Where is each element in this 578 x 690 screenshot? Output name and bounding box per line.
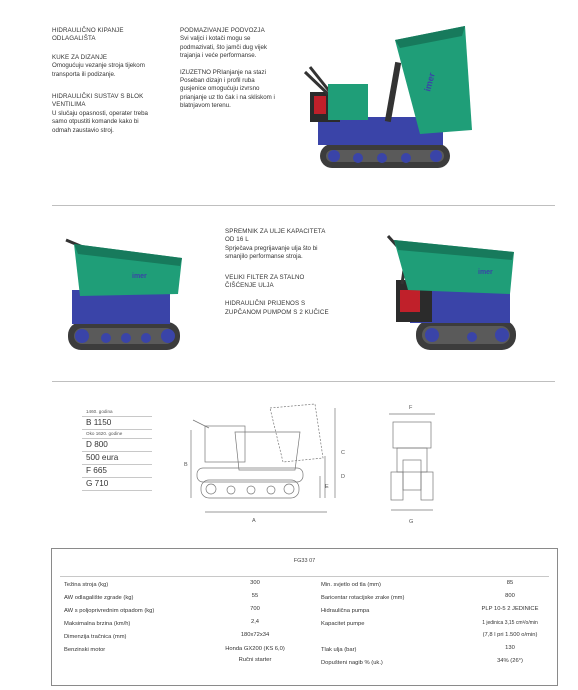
dumper-tipped-image [300, 22, 480, 182]
spec-left-value: 2,4 [250, 619, 260, 625]
dim-label-g: G [409, 519, 414, 525]
technical-drawing-side [175, 398, 360, 528]
brand-logo-side: imer [132, 273, 147, 280]
feature-oil-tank: SPREMNIK ZA ULJE KAPACITETA OD 16 L Sprječava pregrijavanje ulja što bi smanjilo performanse stroja. [225, 228, 326, 261]
spec-right-value: 85 [506, 580, 514, 586]
spec-right-label: Tlak ulja (bar) [321, 647, 357, 653]
dim-label-c: C [341, 450, 345, 456]
brand-logo-rear: imer [478, 269, 493, 276]
divider-middle [52, 381, 555, 382]
dim-label-f: F [409, 405, 413, 411]
spec-table [51, 548, 558, 686]
version-note: Oko 1620. godine [82, 430, 152, 439]
spec-right-value: 130 [505, 645, 515, 651]
features-right [225, 228, 335, 323]
feature-oil-filter: VELIKI FILTER ZA STALNO ČIŠĆENJE ULJA [225, 273, 305, 290]
spec-left-value: 180x72x34 [240, 632, 270, 638]
dumper-side-image [60, 222, 195, 362]
technical-drawing-front [383, 410, 443, 520]
version-value: 500 eura [82, 452, 152, 465]
feature-lifting-hooks: KUKE ZA DIZANJE Omogućuju vezanje stroja tijekom transporta ili podizanje. [52, 53, 145, 78]
dumper-rear-image [380, 228, 520, 358]
spec-left-value: 55 [251, 593, 259, 599]
feature-lubrication: PODMAZIVANJE PODVOZJA Svi valjci i kotači mogu se podmazivati, što jamči dug vijek trajanja i veće performanse. [180, 27, 268, 60]
spec-left-label: AW odlagalište zgrade (kg) [64, 595, 134, 601]
spec-table-rule [60, 576, 549, 577]
spec-left-label: AW s poljoprivrednim otpadom (kg) [64, 608, 155, 614]
feature-transmission: HIDRAULIČNI PRIJENOS S ZUPČANOM PUMPOM S 2 KUČICE [225, 300, 329, 316]
spec-left-label: Dimenzija tračnica (mm) [64, 634, 127, 640]
spec-left-value: Honda GX200 (KS 6,0) [225, 646, 285, 652]
features-mid [180, 27, 275, 117]
version-value: B 1150 [82, 417, 152, 430]
features-left [52, 27, 152, 141]
spec-table-title: FG33 07 [293, 558, 316, 564]
dim-label-b: B [184, 462, 188, 468]
spec-right-value: PLP 10-5 2 JEDINICE [481, 606, 539, 612]
feature-tipping: HIDRAULIČNO KIPANJE ODLAGALIŠTA [52, 27, 124, 43]
dim-label-a: A [252, 518, 256, 524]
spec-right-label: Baricentar rotacijske zrake (mm) [321, 595, 405, 601]
spec-left-label: Maksimalna brzina (km/h) [64, 621, 131, 627]
version-note: 1460. godina [82, 408, 152, 417]
spec-left-label: Težina stroja (kg) [64, 582, 109, 588]
spec-right-label: Min. svjetlo od tla (mm) [321, 582, 381, 588]
spec-left-value: 300 [250, 580, 260, 586]
spec-right-value: 1 jedinica 3,15 cm³/o/min [482, 620, 538, 626]
version-value: F 665 [82, 465, 152, 478]
spec-right-value: (7,8 l pri 1.500 o/min) [482, 632, 538, 638]
feature-traction: IZUZETNO PRIanjanje na stazi Poseban dizajn i profil ruba gusjenice omogućuju izvrsno prianjanje uz tlo čak i na skliskom i blatnjavom terenu. [180, 68, 275, 110]
dim-label-d: D [341, 474, 345, 480]
spec-right-label: Dopušteni nagib % (uk.) [321, 660, 383, 666]
spec-right-value: 800 [505, 593, 515, 599]
brand-logo: imer [422, 71, 437, 93]
version-list [82, 408, 152, 491]
engine-shape [400, 290, 420, 312]
dim-label-e: E [325, 484, 329, 490]
spec-left-value: Ručni starter [238, 657, 272, 663]
spec-left-label: Benzinski motor [64, 647, 106, 653]
spec-right-label: Kapacitet pumpe [321, 621, 365, 627]
version-value: G 710 [82, 478, 152, 491]
version-value: D 800 [82, 439, 152, 452]
spec-right-value: 34% (26°) [497, 658, 523, 664]
spec-left-value: 700 [250, 606, 260, 612]
spec-right-label: Hidraulična pumpa [321, 608, 370, 614]
divider-top [52, 205, 555, 206]
feature-hydraulic-system: HIDRAULIČKI SUSTAV S BLOK VENTILIMA U slučaju opasnosti, operater treba samo otpustiti komande kako bi odmah zaustavio stroj. [52, 93, 148, 134]
